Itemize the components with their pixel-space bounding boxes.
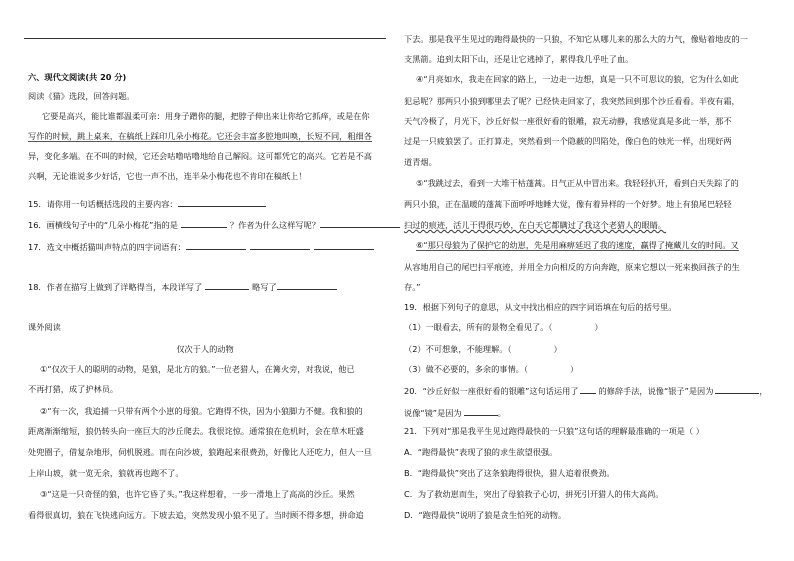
paragraph-4: 道青烟。 <box>404 157 437 167</box>
option-a[interactable]: A．“跑得最快”表现了狼的求生欲望很强。 <box>404 447 558 457</box>
paragraph-6: 从容地用自己的尾巴扫平痕迹，并用全力向相反的方向奔跑，原来它想以一死来换回孩子的生 <box>404 262 740 272</box>
paragraph-5: ⑤“我跳过去，看到一大堆干枯蓬蒿。日气正从中冒出来。我轻轻扒开，看到白天失踪了的 <box>416 178 739 188</box>
option-b[interactable]: B．“跑得最快”突出了这条狼跑得很快，猎人追着很费劲。 <box>404 468 615 478</box>
passage2-line: 支黑箭。追到太阳下山，还是让它逃掉了，累得我几乎吐了血。 <box>404 54 634 64</box>
question-19-3: （3）做不必要的，多余的事情。（ ） <box>404 364 579 374</box>
question-15: 15．请你用一句话概括选段的主要内容： <box>28 197 266 210</box>
paragraph-5 <box>404 220 666 231</box>
answer-blank[interactable] <box>277 280 337 290</box>
question-20: 20．“沙丘好似一座很好看的银雕”这句话运用了 的修辞手法，说像“银子”是因为 ， <box>404 386 768 396</box>
paragraph-5: 两只小狼，正在温暖的蓬蒿下面呼呼地睡大觉，像有着异样的一个好梦。地上有狼尾巴轻轻 <box>404 199 732 209</box>
option-c[interactable]: C．为了救幼崽而生，突出了母狼救子心切，拼死引开猎人的伟大高尚。 <box>404 489 664 499</box>
paragraph-4: 犯忌呢？那两只小狼到哪里去了呢？已经快走回家了，我突然回到那个沙丘看看。半夜有霜， <box>404 96 740 106</box>
answer-blank[interactable] <box>178 197 266 207</box>
passage2-line: 处兜圈子，借复杂地形，伺机脱逃。而在向沙坡，狼跑起来很费劲，好像比人还吃力，但人一旦 <box>28 447 372 457</box>
answer-blank[interactable] <box>205 280 249 290</box>
answer-blank[interactable] <box>715 384 759 394</box>
passage1-line: 它要是高兴，能比谁都温柔可亲：用身子蹭你的腿，把脖子伸出来让你给它抓痒，或是在你 <box>42 111 370 121</box>
top-rule <box>24 38 386 39</box>
answer-blank[interactable] <box>314 240 374 250</box>
extracurricular-label: 课外阅读 <box>28 322 61 332</box>
underlined-sentence: ⑥“那只母狼为了保护它的幼崽，先是用麻痹延迟了我的速度，赢得了掩藏儿女的时间。又 <box>416 240 739 250</box>
passage2-line: 距离渐渐缩短，狼仍转头向一座巨大的沙丘爬去。我很诧惊。通常狼在危机时，会在草木旺盛 <box>28 426 364 436</box>
instruction: 阅读《猫》选段，回答问题。 <box>28 91 135 101</box>
question-19: 19．根据下列句子的意思，从文中找出相应的四字词语填在句后的括号里。 <box>404 302 677 312</box>
paragraph-4: ④“月亮如水，我走在回家的路上，一边走一边想，真是一只不可思议的狼，它为什么如此 <box>416 74 739 84</box>
passage1-line: 兴啊，无论谁说多少好话，它也一声不出，连半朵小梅花也不肯印在稿纸上！ <box>28 171 307 181</box>
answer-blank[interactable] <box>580 384 596 394</box>
question-19-1: （1）一眼看去，所有的景物全看见了。（ ） <box>404 322 603 332</box>
answer-blank[interactable] <box>181 218 227 228</box>
passage2-line: 看得很真切，狼在飞快逃向远方。下坡去追，突然发现小狼不见了。当时顾不得多想，拼命追 <box>28 510 364 520</box>
question-21: 21．下列对“那是我平生见过跑得最快的一只狼”这句话的理解最准确的一项是（ ） <box>404 426 704 436</box>
passage2-line: 下去。那是我平生见过的跑得最快的一只狼，不知它从哪儿来的那么大的力气，像贴着地皮的一 <box>404 34 748 44</box>
question-20-cont: 说像“镜”是因为 。 <box>404 408 506 418</box>
passage2-line: ②“有一次，我追捕一只带有两个小崽的母狼。它跑得不快，因为小狼脚力不健。我和狼的 <box>40 406 363 416</box>
answer-blank[interactable] <box>320 218 400 228</box>
passage2-line: ③“这是一只奇怪的狼，也许它昏了头。”我这样想着，一步一滑地上了高高的沙丘。果然 <box>40 489 355 499</box>
question-19-2: （2）不可想象，不能理解。（ ） <box>404 344 562 354</box>
paragraph-4: 过是一只疲狼罢了。正打算走，突然看到一个隐蔽的凹陷处，像白色的烛光一样，出现好两 <box>404 136 732 146</box>
answer-blank[interactable] <box>250 240 310 250</box>
passage2-line: ①“仅次于人的聪明的动物，是狼，是北方的狼。”一位老猎人，在篝火旁，对我说，他已 <box>40 364 355 374</box>
passage2-title: 仅次于人的动物 <box>176 344 234 354</box>
option-d[interactable]: D．“跑得最快”说明了狼是贪生怕死的动物。 <box>404 510 567 520</box>
question-16: 16．画横线句子中的“几朵小梅花”指的是 ？作者为什么这样写呢？ <box>28 218 400 231</box>
paragraph-4: 天气冷极了，月光下，沙丘好似一座很好看的银雕，寂无动静，我感觉真是多此一举，那不 <box>404 116 732 126</box>
underlined-sentence: 写作的时候，跳上桌来，在稿纸上踩印几朵小梅花。它还会丰富多腔地叫唤，长短不同，粗细各 <box>28 131 372 141</box>
answer-blank[interactable] <box>186 240 246 250</box>
answer-blank[interactable] <box>464 406 498 416</box>
passage1-line: 异，变化多端。在不叫的时候，它还会咕噜咕噜地给自己解闷。这可都凭它的高兴。它若是不高 <box>28 151 372 161</box>
question-17: 17．选文中概括猫叫声特点的四字词语有： <box>28 240 374 253</box>
wavy-underlined-sentence: 扫过的痕迹，活儿干得很巧妙，在白天它都瞒过了我这个老猎人的眼睛。 <box>404 220 667 230</box>
section-heading: 六、现代文阅读(共 20 分) <box>28 72 127 82</box>
passage1-line <box>28 131 372 142</box>
paragraph-6: 存。” <box>404 282 421 292</box>
question-18: 18．作者在描写上做到了详略得当，本段详写了 略写了 <box>28 280 337 293</box>
paragraph-6 <box>416 240 739 251</box>
passage2-line: 不再打猎，成了护林员。 <box>28 384 119 394</box>
passage2-line: 上岸山坡，就一览无余，狼就再也跑不了。 <box>28 468 184 478</box>
